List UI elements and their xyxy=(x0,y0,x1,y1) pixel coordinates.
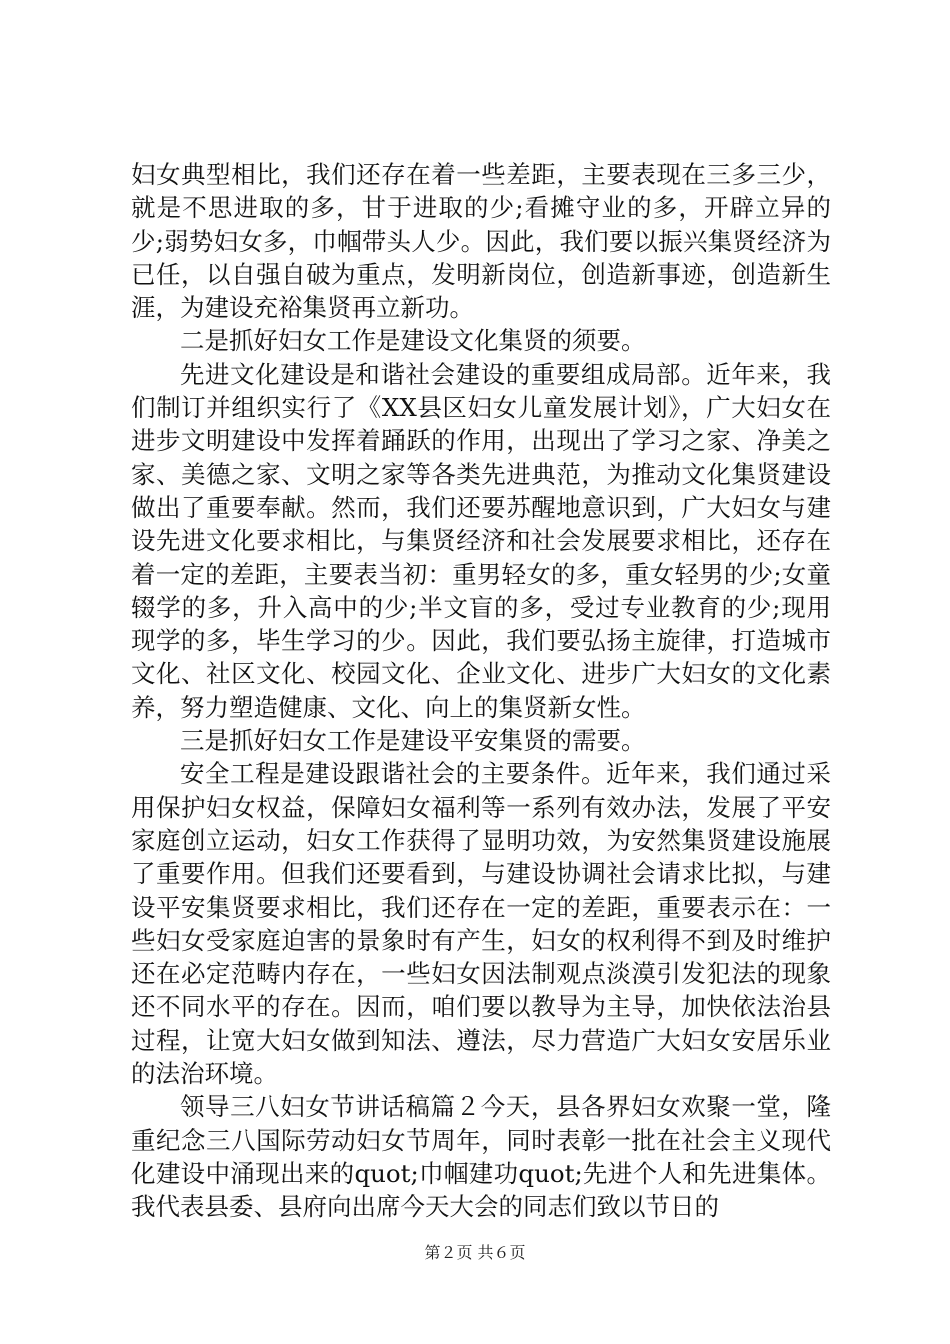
document-body xyxy=(131,158,831,1224)
paragraph-5: 安全工程是建设跟谐社会的主要条件。近年来，我们通过采用保护妇女权益，保障妇女福利等一系列有效办法，发展了平安家庭创立运动，妇女工作获得了显明功效，为安然集贤建设施展了重要作用。但我们还要看到，与建设协调社会请求比拟，与建设平安集贤要求相比，我们还存在一定的差距，重要表示在：一些妇女受家庭迫害的景象时有产生，妇女的权利得不到及时维护还在必定范畴内存在，一些妇女因法制观点淡漠引发犯法的现象还不同水平的存在。因而，咱们要以教导为主导，加快依法治县过程，让宽大妇女做到知法、遵法，尽力营造广大妇女安居乐业的法治环境。 xyxy=(131,759,831,1089)
paragraph-3: 先进文化建设是和谐社会建设的重要组成局部。近年来，我们制订并组织实行了《XX县区妇女儿童发展计划》，广大妇女在进步文明建设中发挥着踊跃的作用，出现出了学习之家、净美之家、美德之家、文明之家等各类先进典范，为推动文化集贤建设做出了重要奉献。然而，我们还要苏醒地意识到，广大妇女与建设先进文化要求相比，与集贤经济和社会发展要求相比，还存在着一定的差距，主要表当初：重男轻女的多，重女轻男的少;女童辍学的多，升入高中的少;半文盲的多，受过专业教育的少;现用现学的多，毕生学习的少。因此，我们要弘扬主旋律，打造城市文化、社区文化、校园文化、企业文化、进步广大妇女的文化素养，努力塑造健康、文化、向上的集贤新女性。 xyxy=(131,359,831,722)
page-number-label: 第２页 共６页 xyxy=(424,1243,526,1262)
page-footer xyxy=(0,1243,950,1263)
paragraph-4: 三是抓好妇女工作是建设平安集贤的需要。 xyxy=(180,726,646,756)
paragraph-1: 妇女典型相比，我们还存在着一些差距，主要表现在三多三少，就是不思进取的多，甘于进取的少;看摊守业的多，开辟立异的少;弱势妇女多，巾帼带头人少。因此，我们要以振兴集贤经济为已任，以自强自破为重点，发明新岗位，创造新事迹，创造新生涯，为建设充裕集贤再立新功。 xyxy=(131,160,831,323)
paragraph-2: 二是抓好妇女工作是建设文化集贤的须要。 xyxy=(180,326,646,356)
paragraph-6: 领导三八妇女节讲话稿篇２今天，县各界妇女欢聚一堂，隆重纪念三八国际劳动妇女节周年，同时表彰一批在社会主义现代化建设中涌现出来的quot;巾帼建功quot;先进个人和先进集体。我代表县委、县府向出席今天大会的同志们致以节日的 xyxy=(131,1092,831,1222)
